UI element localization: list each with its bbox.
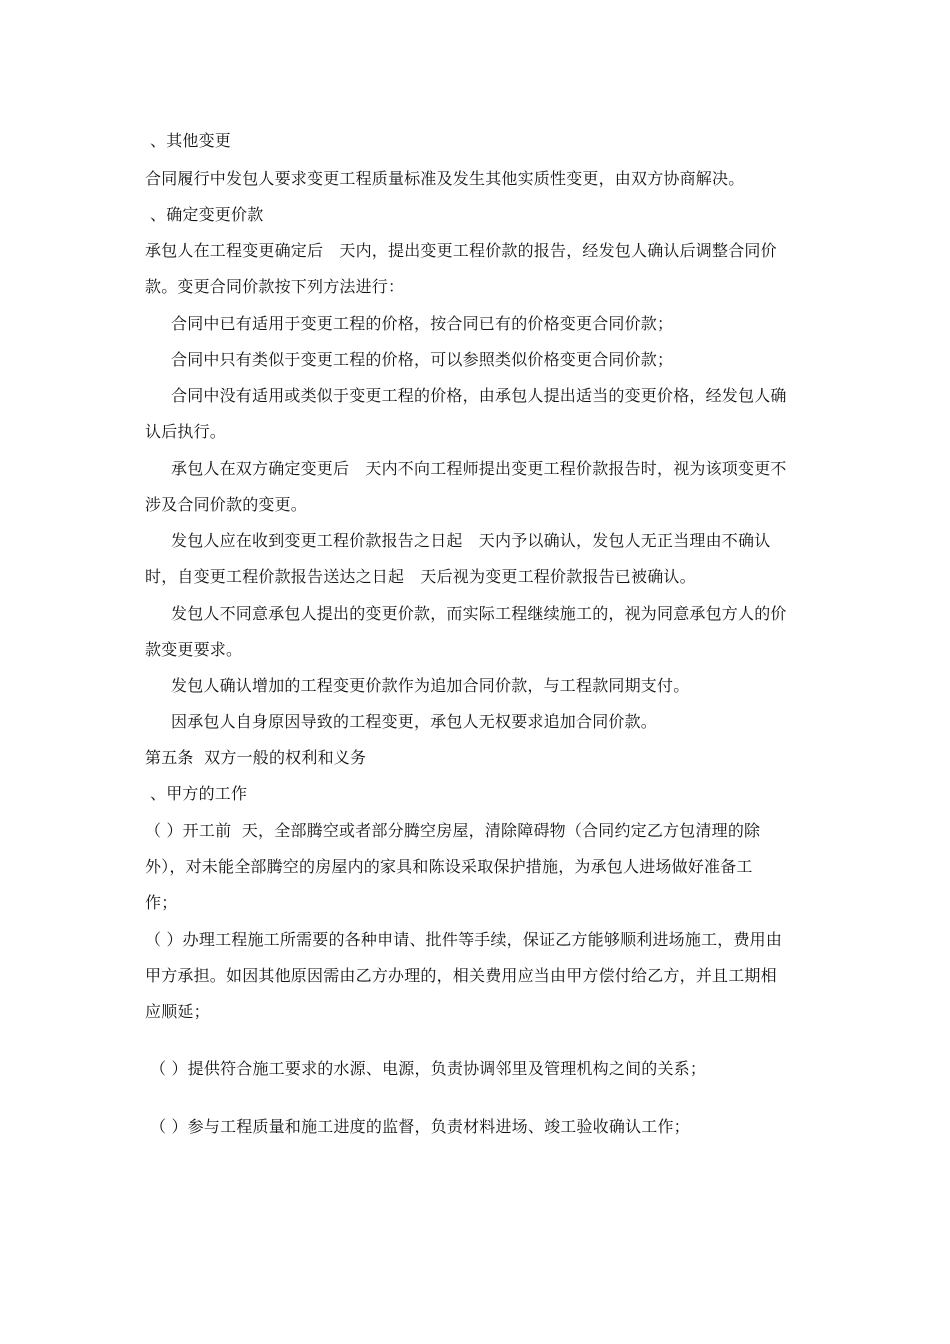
section-heading-party-a-work: 、甲方的工作 [150,784,248,803]
paragraph-line: （ ）参与工程质量和施工进度的监督，负责材料进场、竣工验收确认工作； [150,1117,690,1136]
paragraph-line: 合同中已有适用于变更工程的价格，按合同已有的价格变更合同价款； [171,314,674,333]
paragraph-line: 发包人确认增加的工程变更价款作为追加合同价款，与工程款同期支付。 [171,676,690,695]
paragraph-line: 承包人在双方确定变更后 天内不向工程师提出变更工程价款报告时，视为该项变更不 [171,459,787,478]
paragraph-line: 发包人应在收到变更工程价款报告之日起 天内予以确认，发包人无正当理由不确认 [171,531,771,550]
paragraph-line: 时，自变更工程价款报告送达之日起 天后视为变更工程价款报告已被确认。 [145,567,696,586]
paragraph-line: 款变更要求。 [145,640,243,659]
paragraph-line: （ ）提供符合施工要求的水源、电源，负责协调邻里及管理机构之间的关系； [150,1059,707,1078]
paragraph-line: 因承包人自身原因导致的工程变更，承包人无权要求追加合同价款。 [171,712,658,731]
paragraph-line: （ ）开工前 天，全部腾空或者部分腾空房屋，清除障碍物（合同约定乙方包清理的除 [145,821,761,840]
paragraph-line: 款。变更合同价款按下列方法进行： [145,277,405,296]
paragraph-line: 认后执行。 [145,422,227,441]
paragraph-line: （ ）办理工程施工所需要的各种申请、批件等手续，保证乙方能够顺利进场施工，费用由 [145,930,783,949]
paragraph-line: 甲方承担。如因其他原因需由乙方办理的，相关费用应当由甲方偿付给乙方，并且工期相 [145,966,777,985]
paragraph-line: 应顺延； [145,1002,210,1021]
section-heading-change-price: 、确定变更价款 [150,205,264,224]
section-heading-other-changes: 、其他变更 [150,131,232,150]
paragraph-line: 合同中只有类似于变更工程的价格，可以参照类似价格变更合同价款； [171,350,674,369]
paragraph-line: 承包人在工程变更确定后 天内，提出变更工程价款的报告，经发包人确认后调整合同价 [145,241,777,260]
article-heading: 第五条 双方一般的权利和义务 [145,748,367,767]
paragraph-line: 外），对未能全部腾空的房屋内的家具和陈设采取保护措施，为承包人进场做好准备工 [145,857,753,876]
paragraph-line: 发包人不同意承包人提出的变更价款，而实际工程继续施工的，视为同意承包方人的价 [171,604,787,623]
paragraph-line: 合同中没有适用或类似于变更工程的价格，由承包人提出适当的变更价格，经发包人确 [171,386,787,405]
paragraph-line: 作； [145,893,178,912]
paragraph-line: 合同履行中发包人要求变更工程质量标准及发生其他实质性变更，由双方协商解决。 [145,169,745,188]
paragraph-line: 涉及合同价款的变更。 [145,495,308,514]
